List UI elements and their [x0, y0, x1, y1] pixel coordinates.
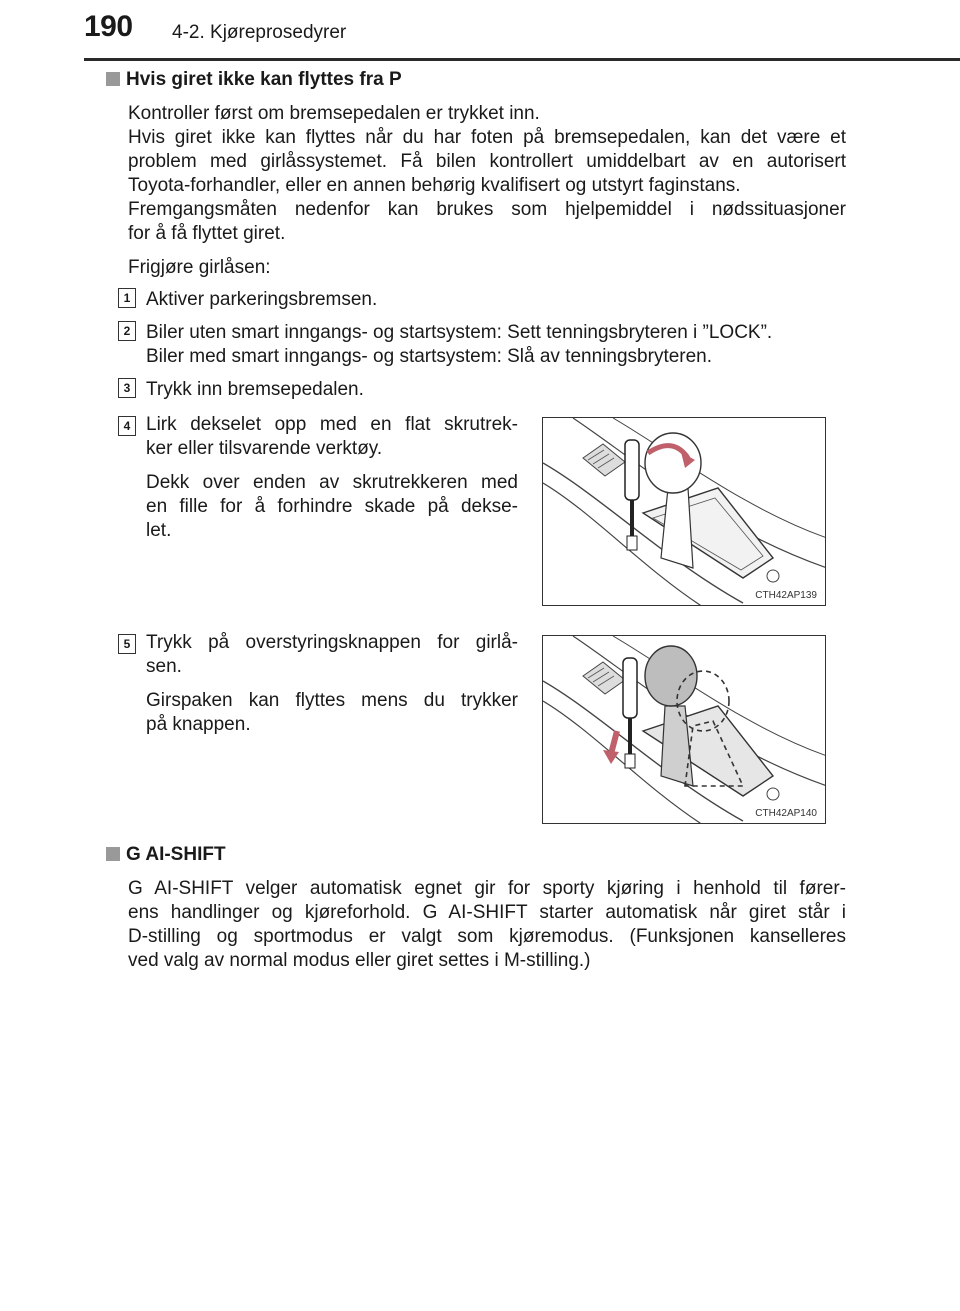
intro-line: for å få flyttet giret.: [128, 223, 286, 244]
page-header: [0, 0, 960, 60]
intro-line: problem med girlåssystemet. Få bilen kontrollert umiddelbart av en autorisert: [128, 151, 846, 172]
step-4-note: [146, 471, 518, 543]
release-label: Frigjøre girlåsen:: [128, 257, 271, 278]
note-line: let.: [146, 520, 172, 541]
body-line: ved valg av normal modus eller giret settes i M-stilling.): [128, 950, 591, 971]
intro-line: Fremgangsmåten nedenfor kan brukes som hjelpemiddel i nødssituasjoner: [128, 199, 846, 220]
figure-code: CTH42AP139: [755, 590, 817, 601]
header-rule: [84, 58, 960, 61]
figure-press-override-button: [542, 635, 826, 824]
note-line: Girspaken kan flyttes mens du trykker: [146, 690, 518, 711]
step-line: ker eller tilsvarende verktøy.: [146, 438, 383, 459]
body-line: G AI-SHIFT velger automatisk egnet gir for sporty kjøring i henhold til fører-: [128, 878, 846, 899]
intro-line: Toyota-forhandler, eller en annen behørig kvalifisert og utstyrt faginstans.: [128, 175, 741, 196]
intro-line: Kontroller først om bremsepedalen er trykket inn.: [128, 103, 540, 124]
step-line: sen.: [146, 656, 182, 677]
step-3-text: [146, 378, 364, 402]
chapter-title: 4-2. Kjøreprosedyrer: [172, 22, 347, 43]
page-number: 190: [84, 10, 133, 43]
intro-paragraph: [128, 102, 846, 246]
step-2-text: [146, 321, 772, 369]
step-5-note: [146, 689, 518, 737]
body-line: D-stilling og sportmodus er valgt som kjøremodus. (Funksjonen kanselleres: [128, 926, 846, 947]
step-line: Trykk på overstyringsknappen for girlå-: [146, 632, 518, 653]
step-number-1: 1: [118, 288, 136, 308]
g-ai-shift-paragraph: [128, 877, 846, 973]
step-1-text: [146, 288, 377, 312]
step-4-text: [146, 413, 518, 461]
step-line: Biler med smart inngangs- og startsystem: Slå av tenningsbryteren.: [146, 346, 713, 367]
note-line: på knappen.: [146, 714, 251, 735]
step-line: Trykk inn bremsepedalen.: [146, 379, 364, 400]
note-line: Dekk over enden av skrutrekkeren med: [146, 472, 518, 493]
shift-lever-override-illustration: [543, 636, 826, 824]
step-5-text: [146, 631, 518, 679]
step-line: Aktiver parkeringsbremsen.: [146, 289, 378, 310]
section-heading: [106, 844, 226, 866]
body-line: ens handlinger og kjøreforhold. G AI-SHIFT starter automatisk når giret står i: [128, 902, 846, 923]
section-heading-text: G AI-SHIFT: [126, 844, 226, 865]
note-line: en fille for å forhindre skade på dekse-: [146, 496, 518, 517]
intro-line: Hvis giret ikke kan flyttes når du har foten på bremsepedalen, kan det være et: [128, 127, 846, 148]
section-heading-text: Hvis giret ikke kan flyttes fra P: [126, 69, 402, 90]
step-line: Lirk dekselet opp med en flat skrutrek-: [146, 414, 518, 435]
shift-lever-illustration: [543, 418, 826, 606]
step-number-3: 3: [118, 378, 136, 398]
section-heading: [106, 69, 402, 91]
section-bullet-icon: [106, 847, 120, 861]
step-line: Biler uten smart inngangs- og startsystem: Sett tenningsbryteren i ”LOCK”.: [146, 322, 773, 343]
step-number-4: 4: [118, 416, 136, 436]
figure-code: CTH42AP140: [755, 808, 817, 819]
section-bullet-icon: [106, 72, 120, 86]
figure-screwdriver-pry-cover: [542, 417, 826, 606]
step-number-2: 2: [118, 321, 136, 341]
step-number-5: 5: [118, 634, 136, 654]
